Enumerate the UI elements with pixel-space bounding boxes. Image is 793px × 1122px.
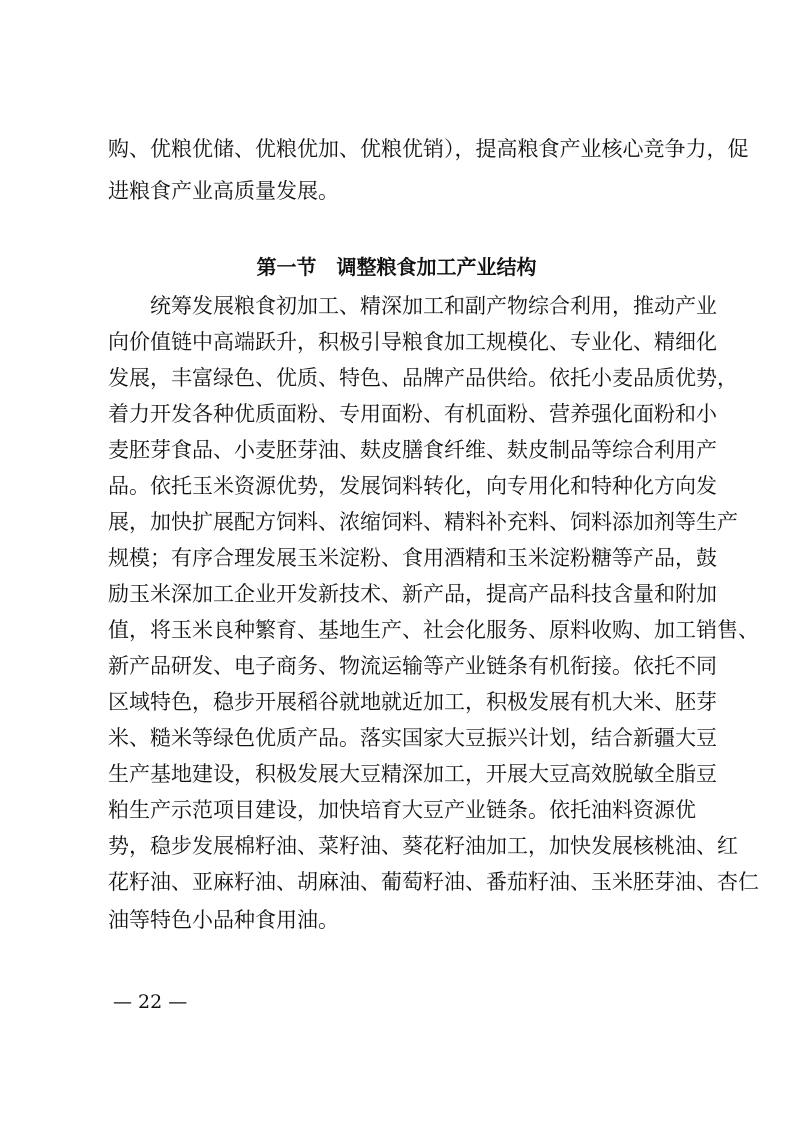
paragraph-line: 新产品研发、电子商务、物流运输等产业链条有机衔接。依托不同 — [108, 654, 717, 678]
paragraph-line: 着力开发各种优质面粉、专用面粉、有机面粉、营养强化面粉和小 — [108, 402, 717, 426]
paragraph-line: 展，加快扩展配方饲料、浓缩饲料、精料补充料、饲料添加剂等生产 — [108, 510, 738, 534]
paragraph-line: 发展，丰富绿色、优质、特色、品牌产品供给。依托小麦品质优势， — [108, 366, 738, 390]
paragraph-line: 励玉米深加工企业开发新技术、新产品，提高产品科技含量和附加 — [108, 582, 717, 606]
paragraph-line: 进粮食产业高质量发展。 — [108, 179, 339, 203]
paragraph-line: 统筹发展粮食初加工、精深加工和副产物综合利用，推动产业 — [108, 294, 717, 318]
paragraph-line: 品。依托玉米资源优势，发展饲料转化，向专用化和特种化方向发 — [108, 474, 717, 498]
paragraph-line: 购、优粮优储、优粮优加、优粮优销），提高粮食产业核心竞争力，促 — [108, 137, 749, 161]
paragraph-line: 麦胚芽食品、小麦胚芽油、麸皮膳食纤维、麸皮制品等综合利用产 — [108, 438, 717, 462]
paragraph-line: 花籽油、亚麻籽油、胡麻油、葡萄籽油、番茄籽油、玉米胚芽油、杏仁 — [108, 870, 759, 894]
paragraph-line: 区域特色，稳步开展稻谷就地就近加工，积极发展有机大米、胚芽 — [108, 690, 717, 714]
paragraph-line: 米、糙米等绿色优质产品。落实国家大豆振兴计划，结合新疆大豆 — [108, 726, 717, 750]
paragraph-line: 粕生产示范项目建设，加快培育大豆产业链条。依托油料资源优 — [108, 798, 696, 822]
paragraph-line: 油等特色小品种食用油。 — [108, 908, 339, 932]
page-number: — 22 — — [113, 991, 188, 1013]
paragraph-line: 生产基地建设，积极发展大豆精深加工，开展大豆高效脱敏全脂豆 — [108, 762, 717, 786]
paragraph-line: 势，稳步发展棉籽油、菜籽油、葵花籽油加工，加快发展核桃油、红 — [108, 834, 738, 858]
paragraph-line: 向价值链中高端跃升，积极引导粮食加工规模化、专业化、精细化 — [108, 330, 717, 354]
paragraph-line: 值，将玉米良种繁育、基地生产、社会化服务、原料收购、加工销售、 — [108, 618, 759, 642]
section-heading: 第一节 调整粮食加工产业结构 — [256, 255, 537, 279]
paragraph-line: 规模；有序合理发展玉米淀粉、食用酒精和玉米淀粉糖等产品，鼓 — [108, 546, 717, 570]
